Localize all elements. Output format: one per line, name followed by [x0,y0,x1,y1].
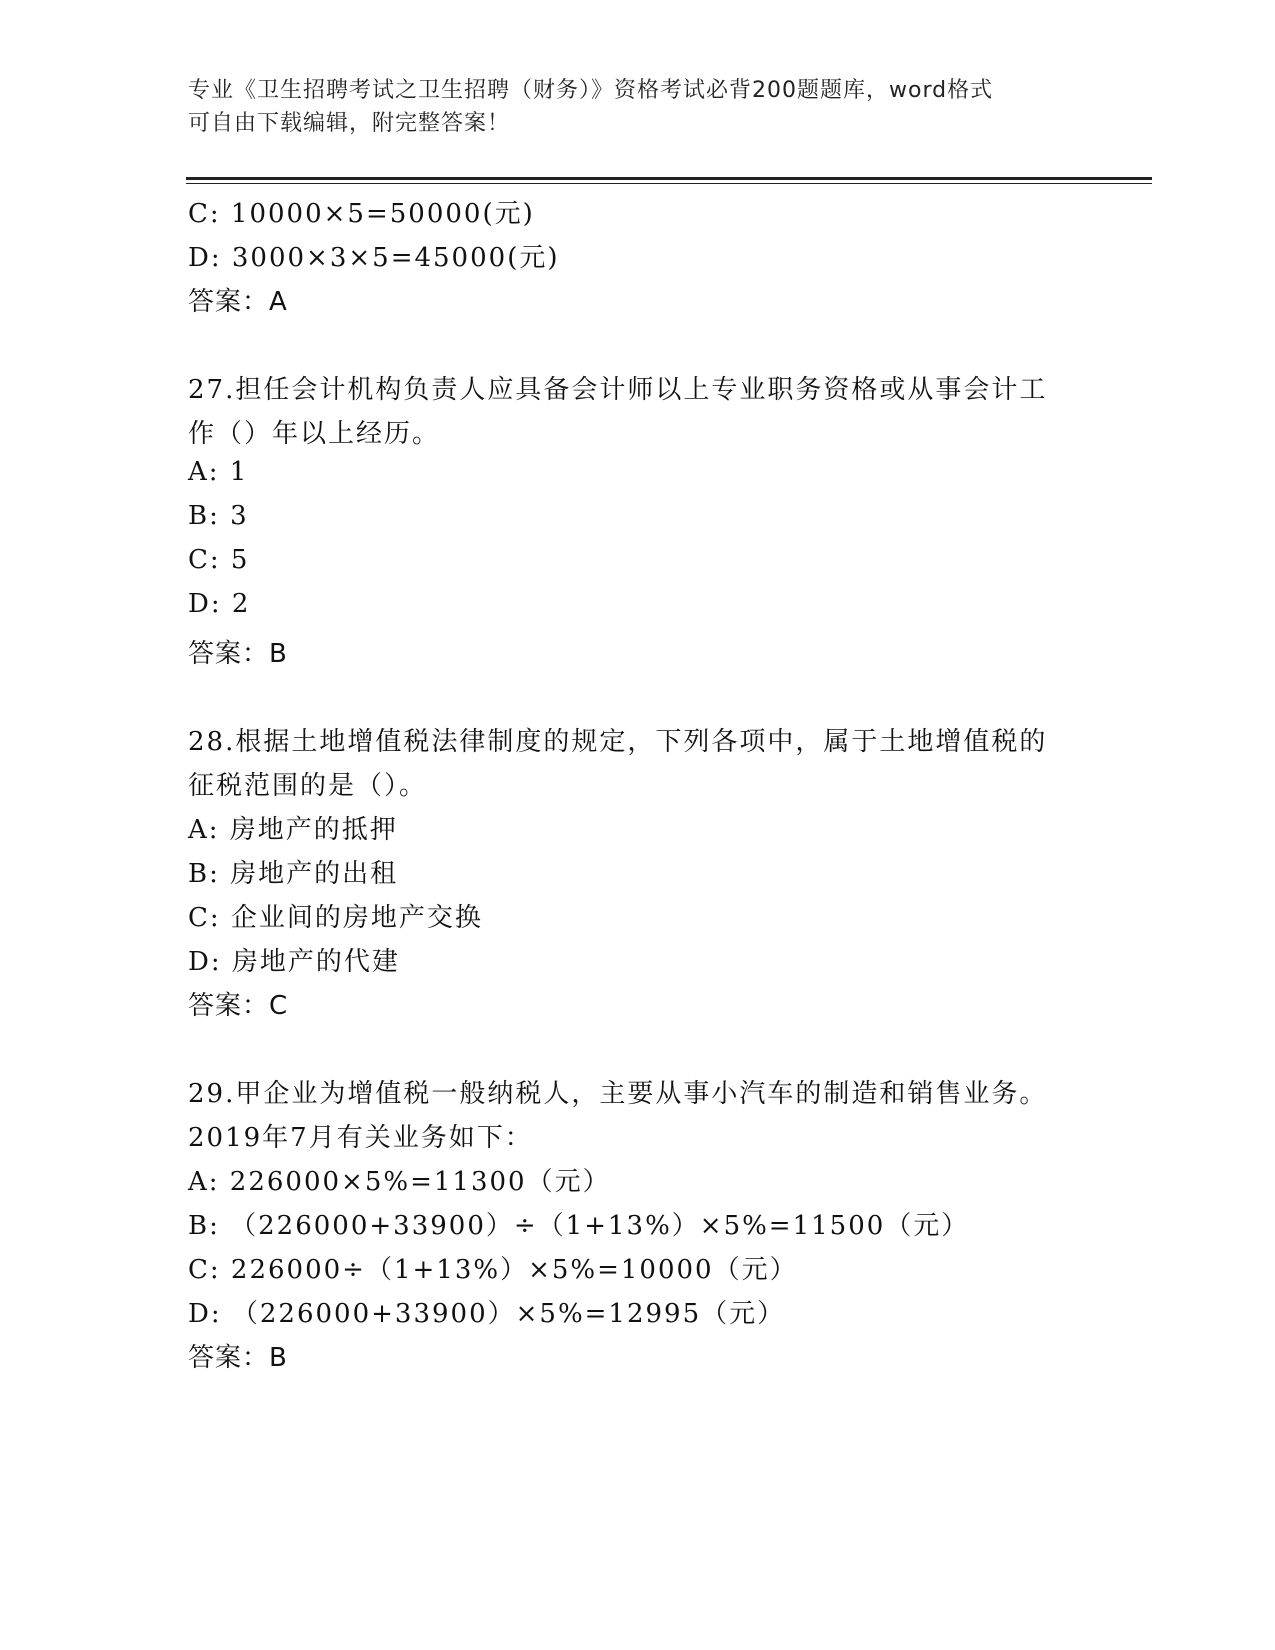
q27-stem-line-2: 作（）年以上经历。 [188,419,441,449]
header-title-line-1: 专业《卫生招聘考试之卫生招聘（财务）》资格考试必背200题题库，word格式 [188,78,994,103]
document-header [188,74,1088,140]
q27-stem-line-1: 27.担任会计机构负责人应具备会计师以上专业职务资格或从事会计工 [188,375,1048,405]
header-divider-thin [186,183,1152,184]
q27-answer: 答案：B [188,639,288,669]
q28-answer: 答案：C [188,991,289,1021]
q26-option-c: C: 10000×5=50000(元) [188,199,535,229]
q27-option-a: A: 1 [188,457,249,487]
q27-option-d: D: 2 [188,589,251,619]
q28-stem-line-2: 征税范围的是（）。 [188,771,428,801]
q27-option-b: B: 3 [188,501,249,531]
q28-option-a: A: 房地产的抵押 [188,815,398,845]
header-divider-thick [186,177,1152,180]
q26-answer: 答案：A [188,287,288,317]
header-title-line-2: 可自由下载编辑，附完整答案！ [188,111,511,136]
q28-option-c: C: 企业间的房地产交换 [188,903,483,933]
q28-option-b: B: 房地产的出租 [188,859,399,889]
q26-option-d: D: 3000×3×5=45000(元) [188,243,560,273]
q29-option-c: C: 226000÷（1+13%）×5%=10000（元） [188,1255,798,1285]
q29-stem-line-1: 29.甲企业为增值税一般纳税人，主要从事小汽车的制造和销售业务。 [188,1079,1048,1109]
q27-option-c: C: 5 [188,545,250,575]
q29-option-a: A: 226000×5%=11300（元） [188,1167,611,1197]
q28-stem-line-1: 28.根据土地增值税法律制度的规定，下列各项中，属于土地增值税的 [188,727,1048,757]
q29-option-b: B: （226000+33900）÷（1+13%）×5%=11500（元） [188,1211,970,1241]
q29-stem-line-2: 2019年7月有关业务如下： [188,1123,533,1153]
q29-option-d: D: （226000+33900）×5%=12995（元） [188,1299,786,1329]
q28-option-d: D: 房地产的代建 [188,947,400,977]
q29-answer: 答案：B [188,1343,288,1373]
